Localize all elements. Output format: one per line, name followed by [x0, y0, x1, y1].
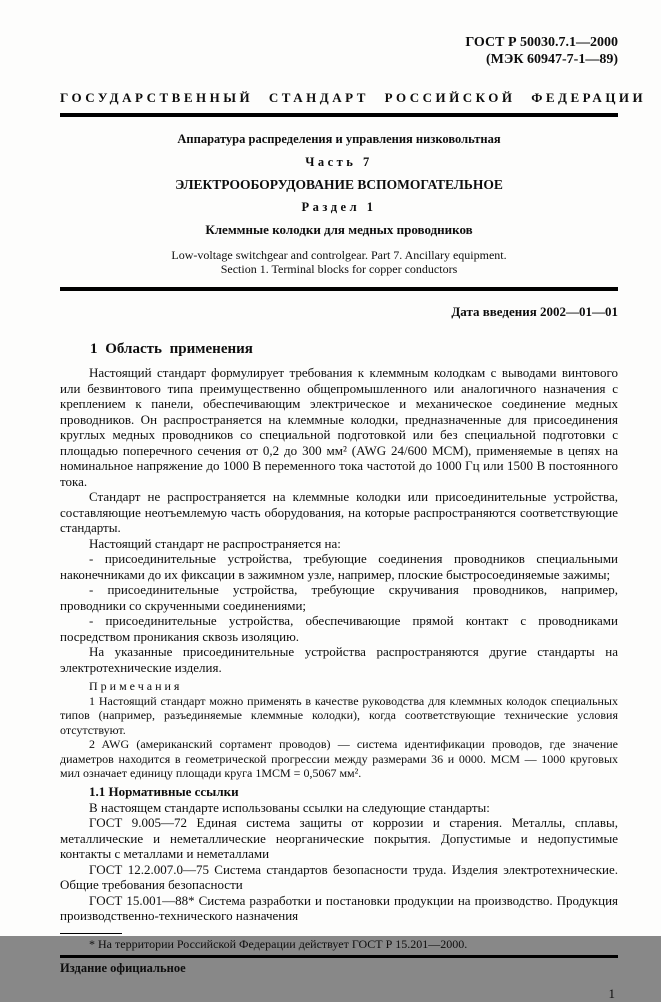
footer-rule — [60, 955, 618, 958]
notes-block — [60, 679, 618, 781]
title-english — [60, 249, 618, 276]
title-block — [60, 132, 618, 276]
title-english-line2: Section 1. Terminal blocks for copper conductors — [220, 261, 458, 276]
doc-number-line1: ГОСТ Р 50030.7.1—2000 — [465, 35, 618, 50]
list-item: - присоединительные устройства, требующие скручивания проводников, например, проводники со скрученными соединениями; — [60, 582, 618, 613]
doc-number-line2: (МЭК 60947-7-1—89) — [485, 52, 618, 67]
reference-item: ГОСТ 12.2.007.0—75 Система стандартов безопасности труда. Изделия электротехнические. Общие требования безопасности — [60, 861, 618, 892]
page-number: 1 — [608, 985, 615, 1001]
title-subject: Аппаратура распределения и управления низковольтная — [177, 132, 501, 146]
normative-references — [60, 800, 618, 924]
paragraph: Стандарт не распространяется на клеммные колодки или присоединительные устройства, составляющие неотъемлемую часть оборудования, на которые распространяются соответствующие стандарты. — [60, 489, 618, 535]
list-item: - присоединительные устройства, требующие соединения проводников специальными наконечниками до их фиксации в зажимном узле, например, плоские быстросоединяемые зажимы; — [60, 551, 618, 582]
reference-item: ГОСТ 9.005—72 Единая система защиты от коррозии и старения. Металлы, сплавы, металлические и неметаллические неорганические покрытия. Допустимые и недопустимые контакты с металлами и неметаллами — [60, 815, 618, 861]
introduction-date: Дата введения 2002—01—01 — [451, 304, 618, 319]
title-english-line1: Low-voltage switchgear and controlgear. Part 7. Ancillary equipment. — [171, 248, 507, 262]
footnote-separator — [60, 933, 122, 934]
subsection-1-1-heading: 1.1 Нормативные ссылки — [89, 783, 239, 799]
note-item: 2 AWG (американский сортамент проводов) — система идентификации проводов, где значение диаметров находится в геометрической прогрессии между размерами 36 и 0000. МСМ — 1000 круговых мил означает единицу площади круга 1МСМ = 0,5067 мм². — [60, 737, 618, 780]
title-subtitle: Клеммные колодки для медных проводников — [205, 222, 473, 237]
references-intro: В настоящем стандарте использованы ссылки на следующие стандарты: — [89, 799, 490, 815]
paragraph: Настоящий стандарт не распространяется на: — [89, 535, 341, 551]
official-edition-label: Издание официальное — [60, 960, 186, 975]
section-1-body — [60, 365, 618, 675]
federation-heading: ГОСУДАРСТВЕННЫЙ СТАНДАРТ РОССИЙСКОЙ ФЕДЕРАЦИИ — [60, 90, 647, 105]
list-item: - присоединительные устройства, обеспечивающие прямой контакт с проводниками посредством проникания сквозь изоляцию. — [60, 613, 618, 644]
footnote-block — [60, 933, 618, 951]
title-main: ЭЛЕКТРООБОРУДОВАНИЕ ВСПОМОГАТЕЛЬНОЕ — [175, 177, 503, 192]
paragraph: Настоящий стандарт формулирует требования к клеммным колодкам с выводами винтового или безвинтового типа преимущественно общепромышленного или аналогичного назначения с креплением к панели, обеспечивающим электрическое и механическое соединение медных проводников. Он распространяется на клеммные колодки, предназначенные для присоединения круглых медных проводников со специальной подготовкой или без специальной подготовки с площадью поперечного сечения от 0,2 до 300 мм² (AWG 24/600 MCM), применяемые в цепях на номинальное напряжение до 1000 В переменного тока частотой до 1000 Гц или 1500 В постоянного тока. — [60, 365, 618, 489]
paragraph: На указанные присоединительные устройства распространяются другие стандарты на электротехнические изделия. — [60, 644, 618, 675]
notes-heading: Примечания — [89, 679, 183, 693]
title-part: Часть 7 — [305, 155, 373, 169]
doc-number-block — [60, 34, 618, 68]
footnote-text: * На территории Российской Федерации действует ГОСТ Р 15.201—2000. — [89, 936, 468, 951]
title-rule — [60, 287, 618, 291]
reference-item: ГОСТ 15.001—88* Система разработки и постановки продукции на производство. Продукция производственно-технического назначения — [60, 892, 618, 923]
title-section: Раздел 1 — [301, 200, 377, 214]
note-item: 1 Настоящий стандарт можно применять в качестве руководства для клеммных колодок специальных типов (например, разъединяемые клеммные колодки), когда соответствующие технические условия отсутствуют. — [60, 693, 618, 737]
section-1-heading: 1 Область применения — [90, 341, 253, 357]
top-rule — [60, 113, 618, 117]
